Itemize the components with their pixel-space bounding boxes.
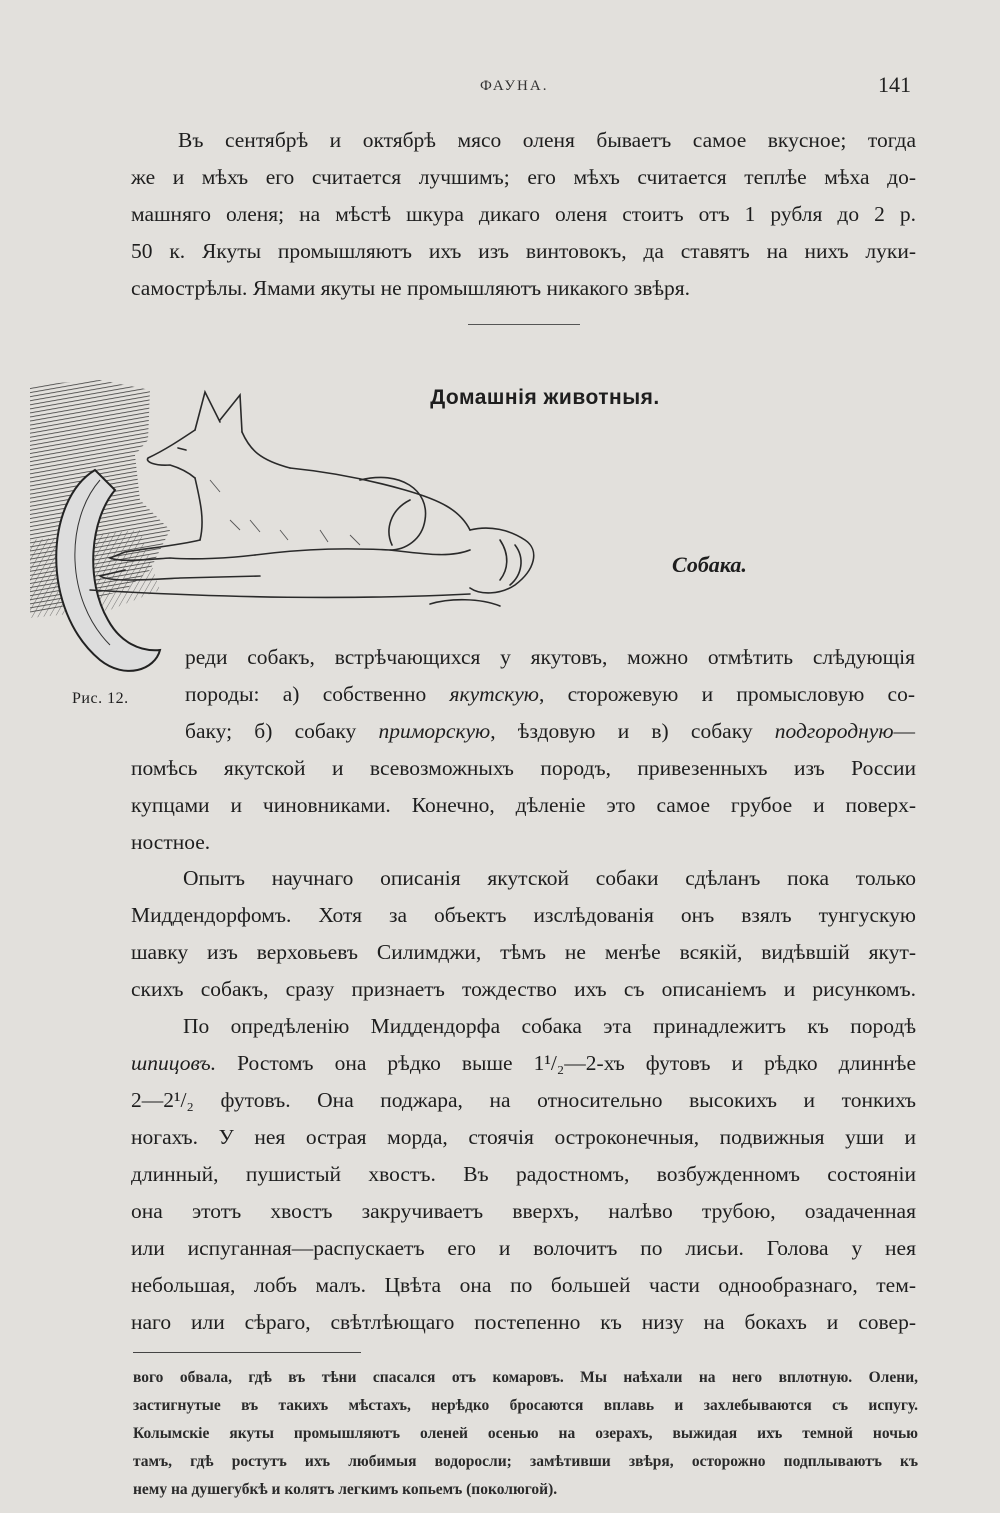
- italic-term: подгородную: [774, 719, 894, 743]
- text-line: 50 к. Якуты промышляютъ ихъ изъ винтовокъ, да ставятъ на нихъ луки-: [131, 239, 916, 263]
- text-line: помѣсь якутской и всевозможныхъ породъ, привезенныхъ изъ России: [131, 756, 916, 780]
- text-line: ностное.: [131, 830, 211, 854]
- subheading: Собака.: [672, 552, 747, 577]
- dog-illustration: [30, 380, 590, 680]
- running-head: ФАУНА.: [480, 78, 549, 94]
- italic-term: шпицовъ.: [131, 1051, 217, 1075]
- footnote-line: застигнутые въ такихъ мѣстахъ, нерѣдко бросаются вплавь и захлебываются съ испугу.: [133, 1397, 918, 1414]
- section-heading: Домашнія животныя.: [430, 386, 660, 409]
- text-line: 2—2¹/₂ футовъ. Она поджара, на относительно высокихъ и тонкихъ: [131, 1088, 916, 1112]
- text-line: Миддендорфомъ. Хотя за объектъ изслѣдованія онъ взялъ тунгускую: [131, 903, 916, 927]
- text-line: она этотъ хвостъ закручиваетъ вверхъ, налѣво трубою, озадаченная: [131, 1199, 916, 1223]
- text-line: реди собакъ, встрѣчающихся у якутовъ, можно отмѣтить слѣдующія: [185, 645, 915, 669]
- text-line: породы: а) собственно якутскую, сторожевую и промысловую со-: [185, 682, 915, 706]
- footnote-divider: [133, 1352, 361, 1353]
- italic-term: якутскую: [449, 682, 539, 706]
- section-divider: [468, 324, 580, 325]
- text-line: По опредѣленію Миддендорфа собака эта принадлежитъ къ породѣ: [183, 1014, 916, 1038]
- text-line: или испуганная—распускаетъ его и волочитъ по лисьи. Голова у нея: [131, 1236, 916, 1260]
- text-line: Въ сентябрѣ и октябрѣ мясо оленя бываетъ самое вкусное; тогда: [178, 128, 916, 152]
- italic-term: приморскую: [378, 719, 491, 743]
- footnote-line: тамъ, гдѣ ростутъ ихъ любимыя водоросли; замѣтивши звѣря, осторожно подплываютъ къ: [133, 1453, 918, 1470]
- footnote-line: Колымскіе якуты промышляютъ оленей осенью на озерахъ, выжидая ихъ темной ночью: [133, 1425, 918, 1442]
- text-line: самострѣлы. Ямами якуты не промышляютъ никакого звѣря.: [131, 276, 691, 300]
- figure-caption: Рис. 12.: [72, 690, 129, 707]
- dog-sketch-icon: [30, 380, 590, 680]
- text-line: небольшая, лобъ малъ. Цвѣта она по большей части однообразнаго, тем-: [131, 1273, 916, 1297]
- footnote-line: нему на душегубкѣ и колятъ легкимъ копьемъ (поколюгой).: [133, 1481, 558, 1498]
- text-line: ногахъ. У нея острая морда, стоячія остроконечныя, подвижныя уши и: [131, 1125, 916, 1149]
- text-line: же и мѣхъ его считается лучшимъ; его мѣхъ считается теплѣе мѣха до-: [131, 165, 916, 189]
- text-line: баку; б) собаку приморскую, ѣздовую и в) собаку подгородную—: [185, 719, 915, 743]
- text-line: шпицовъ. Ростомъ она рѣдко выше 1¹/₂—2-хъ футовъ и рѣдко длиннѣе: [131, 1051, 916, 1075]
- page-number: 141: [878, 72, 911, 97]
- text-line: наго или сѣраго, свѣтлѣющаго постепенно къ низу на бокахъ и совер-: [131, 1310, 916, 1334]
- text-line: машняго оленя; на мѣстѣ шкура дикаго оленя стоитъ отъ 1 рубля до 2 р.: [131, 202, 916, 226]
- text-line: шавку изъ верховьевъ Силимджи, тѣмъ не менѣе всякій, видѣвшій якут-: [131, 940, 916, 964]
- text-line: скихъ собакъ, сразу признаетъ тождество ихъ съ описаніемъ и рисункомъ.: [131, 977, 916, 1001]
- text-line: купцами и чиновниками. Конечно, дѣленіе это самое грубое и поверх-: [131, 793, 916, 817]
- text-line: длинный, пушистый хвостъ. Въ радостномъ, возбужденномъ состояніи: [131, 1162, 916, 1186]
- text-line: Опытъ научнаго описанія якутской собаки сдѣланъ пока только: [183, 866, 916, 890]
- footnote-line: вого обвала, гдѣ въ тѣни спасался отъ комаровъ. Мы наѣхали на него вплотную. Олени,: [133, 1369, 918, 1386]
